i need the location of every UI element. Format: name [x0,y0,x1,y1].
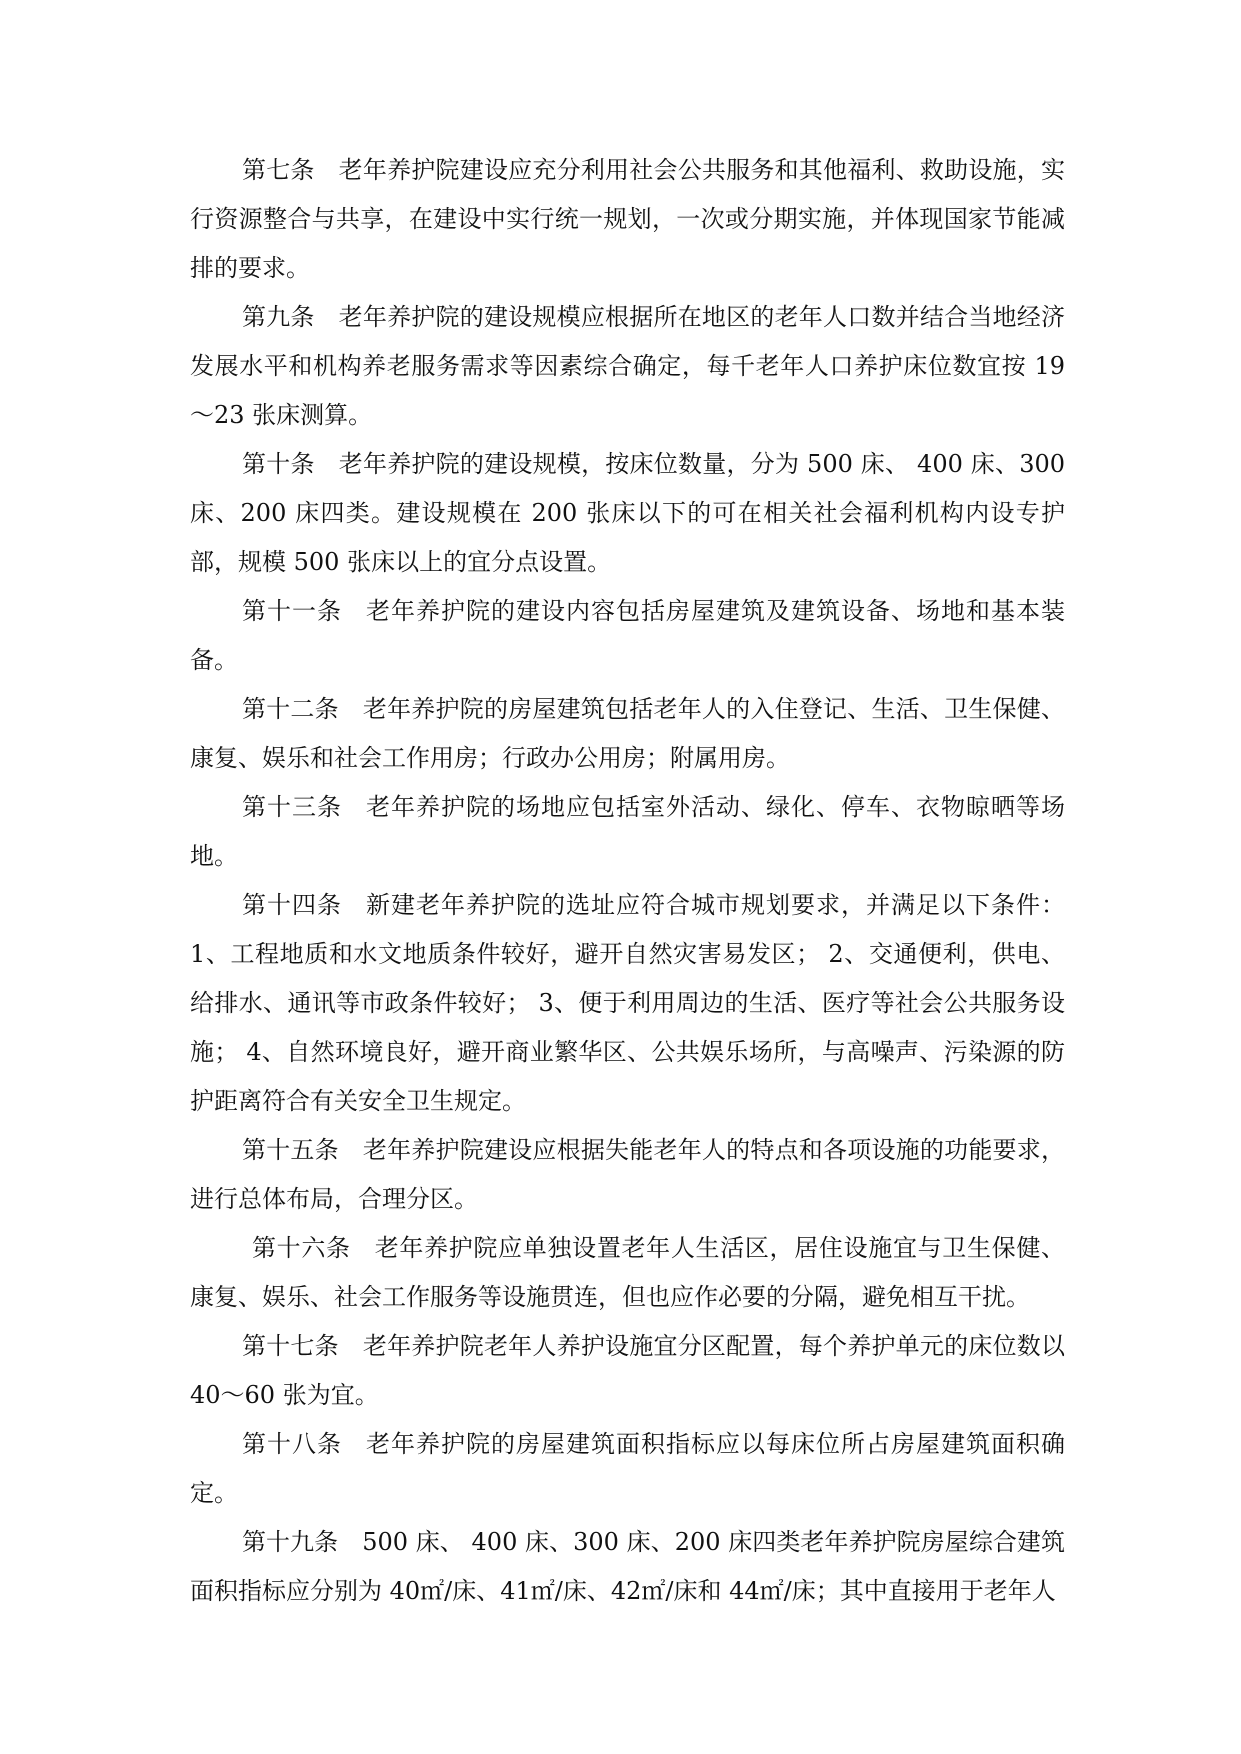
article-text: 老年养护院的房屋建筑包括老年人的入住登记、生活、卫生保健、康复、娱乐和社会工作用房；行政办公用房；附属用房。 [190,695,1065,772]
article-number: 第十三条 [242,793,342,821]
article-text: 500 床、 400 床、300 床、200 床四类老年养护院房屋综合建筑面积指标应分别为 40㎡/床、41㎡/床、42㎡/床和 44㎡/床；其中直接用于老年人 [190,1528,1065,1605]
article-11 [190,587,1065,685]
article-17 [190,1322,1065,1420]
article-number: 第九条 [242,303,315,331]
article-text: 老年养护院的建设规模，按床位数量，分为 500 床、 400 床、300 床、200 床四类。建设规模在 200 张床以下的可在相关社会福利机构内设专护部，规模 500 张床以上的宜分点设置。 [190,450,1066,576]
article-number: 第十条 [242,450,315,478]
article-number: 第十五条 [242,1136,339,1164]
article-text: 老年养护院老年人养护设施宜分区配置，每个养护单元的床位数以 40～60 张为宜。 [190,1332,1065,1409]
article-text: 老年养护院应单独设置老年人生活区，居住设施宜与卫生保健、康复、娱乐、社会工作服务等设施贯连，但也应作必要的分隔，避免相互干扰。 [190,1234,1066,1311]
article-number: 第十二条 [242,695,339,723]
article-16 [190,1224,1065,1322]
article-14 [190,881,1065,1126]
article-text: 新建老年养护院的选址应符合城市规划要求，并满足以下条件：1、工程地质和水文地质条件较好，避开自然灾害易发区； 2、交通便利，供电、给排水、通讯等市政条件较好； 3、便于利用周边的生活、医疗等社会公共服务设施； 4、自然环境良好，避开商业繁华区、公共娱乐场所，与高噪声、污染源的防护距离符合有关安全卫生规定。 [190,891,1065,1115]
article-number: 第十六条 [252,1234,351,1262]
article-12 [190,685,1065,783]
article-number: 第十七条 [242,1332,339,1360]
article-19 [190,1518,1065,1616]
article-15 [190,1126,1065,1224]
article-text: 老年养护院建设应充分利用社会公共服务和其他福利、救助设施，实行资源整合与共享，在建设中实行统一规划，一次或分期实施，并体现国家节能减排的要求。 [190,156,1065,282]
document-body [190,146,1065,1616]
article-number: 第十一条 [242,597,342,625]
article-text: 老年养护院建设应根据失能老年人的特点和各项设施的功能要求，进行总体布局，合理分区。 [190,1136,1065,1213]
article-number: 第七条 [242,156,315,184]
article-9 [190,293,1065,440]
article-text: 老年养护院的建设规模应根据所在地区的老年人口数并结合当地经济发展水平和机构养老服务需求等因素综合确定，每千老年人口养护床位数宜按 19～23 张床测算。 [190,303,1065,429]
article-number: 第十八条 [242,1430,342,1458]
article-text: 老年养护院的房屋建筑面积指标应以每床位所占房屋建筑面积确定。 [190,1430,1065,1507]
article-18 [190,1420,1065,1518]
article-10 [190,440,1065,587]
article-13 [190,783,1065,881]
article-text: 老年养护院的场地应包括室外活动、绿化、停车、衣物晾晒等场地。 [190,793,1065,870]
article-number: 第十四条 [242,891,342,919]
article-number: 第十九条 [242,1528,339,1556]
article-7 [190,146,1065,293]
article-text: 老年养护院的建设内容包括房屋建筑及建筑设备、场地和基本装备。 [190,597,1065,674]
